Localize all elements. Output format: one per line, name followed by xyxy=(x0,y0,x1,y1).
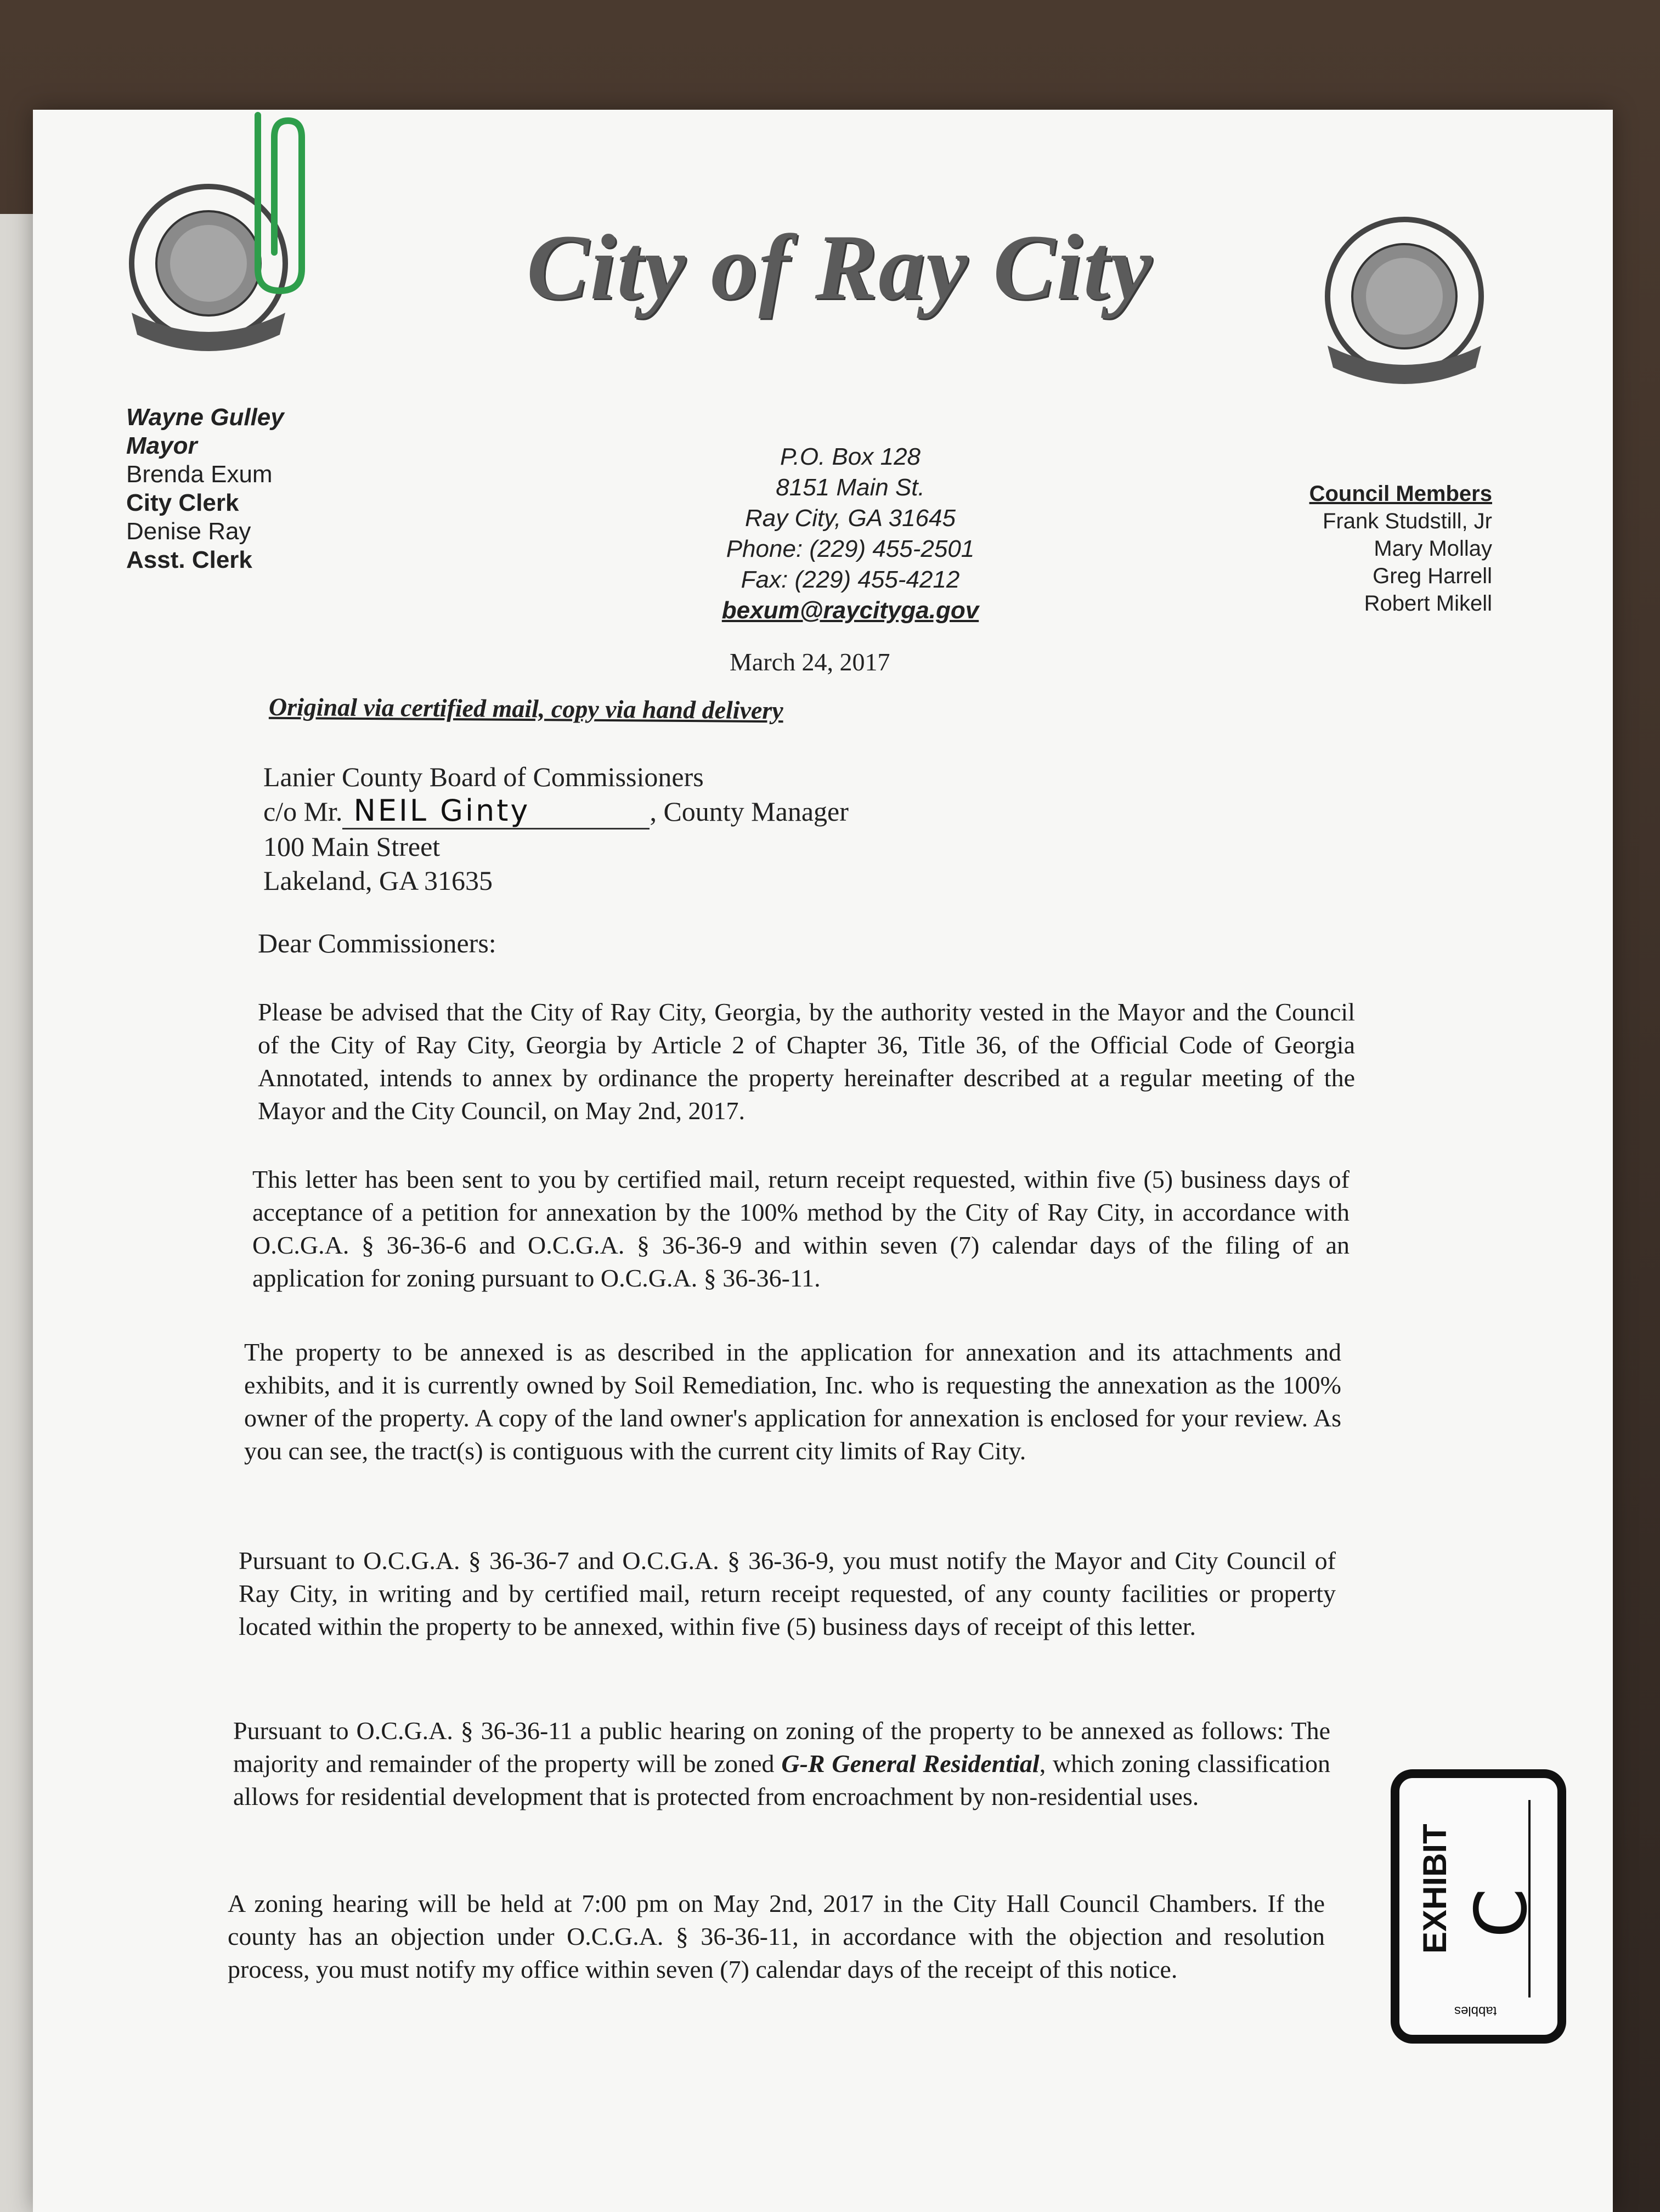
city-state-zip: Ray City, GA 31645 xyxy=(745,505,956,532)
staff-title-mayor: Mayor xyxy=(126,432,197,459)
paragraph-hearing: A zoning hearing will be held at 7:00 pm on May 2nd, 2017 in the City Hall Council Chambers. If the county has an objection under O.C.G.A. § 36-36-11, in accordance with the objection and resolution process, you must notify my office within seven (7) calendar days of the receipt of this notice. xyxy=(228,1889,1325,1983)
exhibit-brand: tabbles xyxy=(1454,2004,1497,2018)
co-prefix: c/o Mr. xyxy=(263,796,343,827)
recipient-address xyxy=(263,760,849,898)
salutation: Dear Commissioners: xyxy=(258,928,496,958)
exhibit-label: EXHIBIT xyxy=(1416,1824,1453,1954)
city-seal-right xyxy=(1317,203,1492,411)
paragraph-certified-mail: This letter has been sent to you by certified mail, return receipt requested, within five (5) business days of acceptance of a petition for annexation by the 100% method by the City of Ray City, in accordance with O.C.G.A. § 36-36-6 and O.C.G.A. § 36-36-9 and within seven (7) calendar days of the filing of an application for zoning pursuant to O.C.G.A. § 36-36-11. xyxy=(252,1165,1350,1292)
council-member: Greg Harrell xyxy=(1373,564,1492,588)
recipient-street: 100 Main Street xyxy=(263,831,441,862)
staff-title-asst-clerk: Asst. Clerk xyxy=(126,546,252,573)
recipient-manager-line xyxy=(263,794,849,830)
fax-number: Fax: (229) 455-4212 xyxy=(741,566,960,593)
staff-title-clerk: City Clerk xyxy=(126,489,239,516)
street-address: 8151 Main St. xyxy=(776,474,925,501)
paper-clip xyxy=(236,104,335,302)
co-suffix: , County Manager xyxy=(650,796,849,827)
zoning-classification: G-R General Residential xyxy=(781,1750,1040,1778)
handwritten-name: NEIL Ginty xyxy=(342,794,650,830)
email-link[interactable]: bexum@raycityga.gov xyxy=(721,597,979,624)
exhibit-letter: C xyxy=(1459,1888,1543,1938)
staff-name-asst-clerk: Denise Ray xyxy=(126,518,251,545)
letter-date: March 24, 2017 xyxy=(730,648,890,676)
council-member: Robert Mikell xyxy=(1364,591,1492,616)
paragraph-notify-requirement: Pursuant to O.C.G.A. § 36-36-7 and O.C.G.A. § 36-36-9, you must notify the Mayor and City Council of Ray City, in writing and by certified mail, return receipt requested, of any county facilities or property located within the property to be annexed, within five (5) business days of receipt of this letter. xyxy=(239,1547,1336,1640)
staff-list xyxy=(126,403,284,574)
zoning-text-end: , which zoning classification allows for residential development that is protected from encroachment by non-residential uses. xyxy=(233,1750,1330,1810)
council-members xyxy=(1234,480,1492,617)
po-box: P.O. Box 128 xyxy=(780,443,921,470)
paragraph-annex-notice: Please be advised that the City of Ray City, Georgia, by the authority vested in the Mayor and the Council of the City of Ray City, Georgia by Article 2 of Chapter 36, Title 36, of the Official Code of Georgia Annotated, intends to annex by ordinance the property hereinafter described at a regular meeting of the Mayor and the City Council, on May 2nd, 2017. xyxy=(258,998,1355,1125)
council-member: Mary Mollay xyxy=(1374,537,1492,561)
council-heading: Council Members xyxy=(1309,482,1492,506)
delivery-note: Original via certified mail, copy via hand delivery xyxy=(268,692,783,725)
city-address xyxy=(697,442,1004,626)
exhibit-sticker xyxy=(1391,1769,1566,2044)
council-member: Frank Studstill, Jr xyxy=(1323,509,1492,533)
letterhead-title: City of Ray City xyxy=(527,216,1153,319)
staff-name-mayor: Wayne Gulley xyxy=(126,404,284,431)
phone-number: Phone: (229) 455-2501 xyxy=(726,535,975,562)
zoning-text: Pursuant to O.C.G.A. § 36-36-11 a public hearing on zoning of the property to be annexed as follows: The majority and remainder of the property will be zoned xyxy=(233,1717,1330,1778)
paragraph-zoning xyxy=(233,1714,1330,1813)
paragraph-property: The property to be annexed is as described in the application for annexation and its attachments and exhibits, and it is currently owned by Soil Remediation, Inc. who is requesting the annexation as the 100% owner of the property. A copy of the land owner's application for annexation is enclosed for your review. As you can see, the tract(s) is contiguous with the current city limits of Ray City. xyxy=(244,1338,1341,1465)
recipient-board: Lanier County Board of Commissioners xyxy=(263,761,704,792)
recipient-city: Lakeland, GA 31635 xyxy=(263,865,493,896)
staff-name-clerk: Brenda Exum xyxy=(126,461,273,488)
